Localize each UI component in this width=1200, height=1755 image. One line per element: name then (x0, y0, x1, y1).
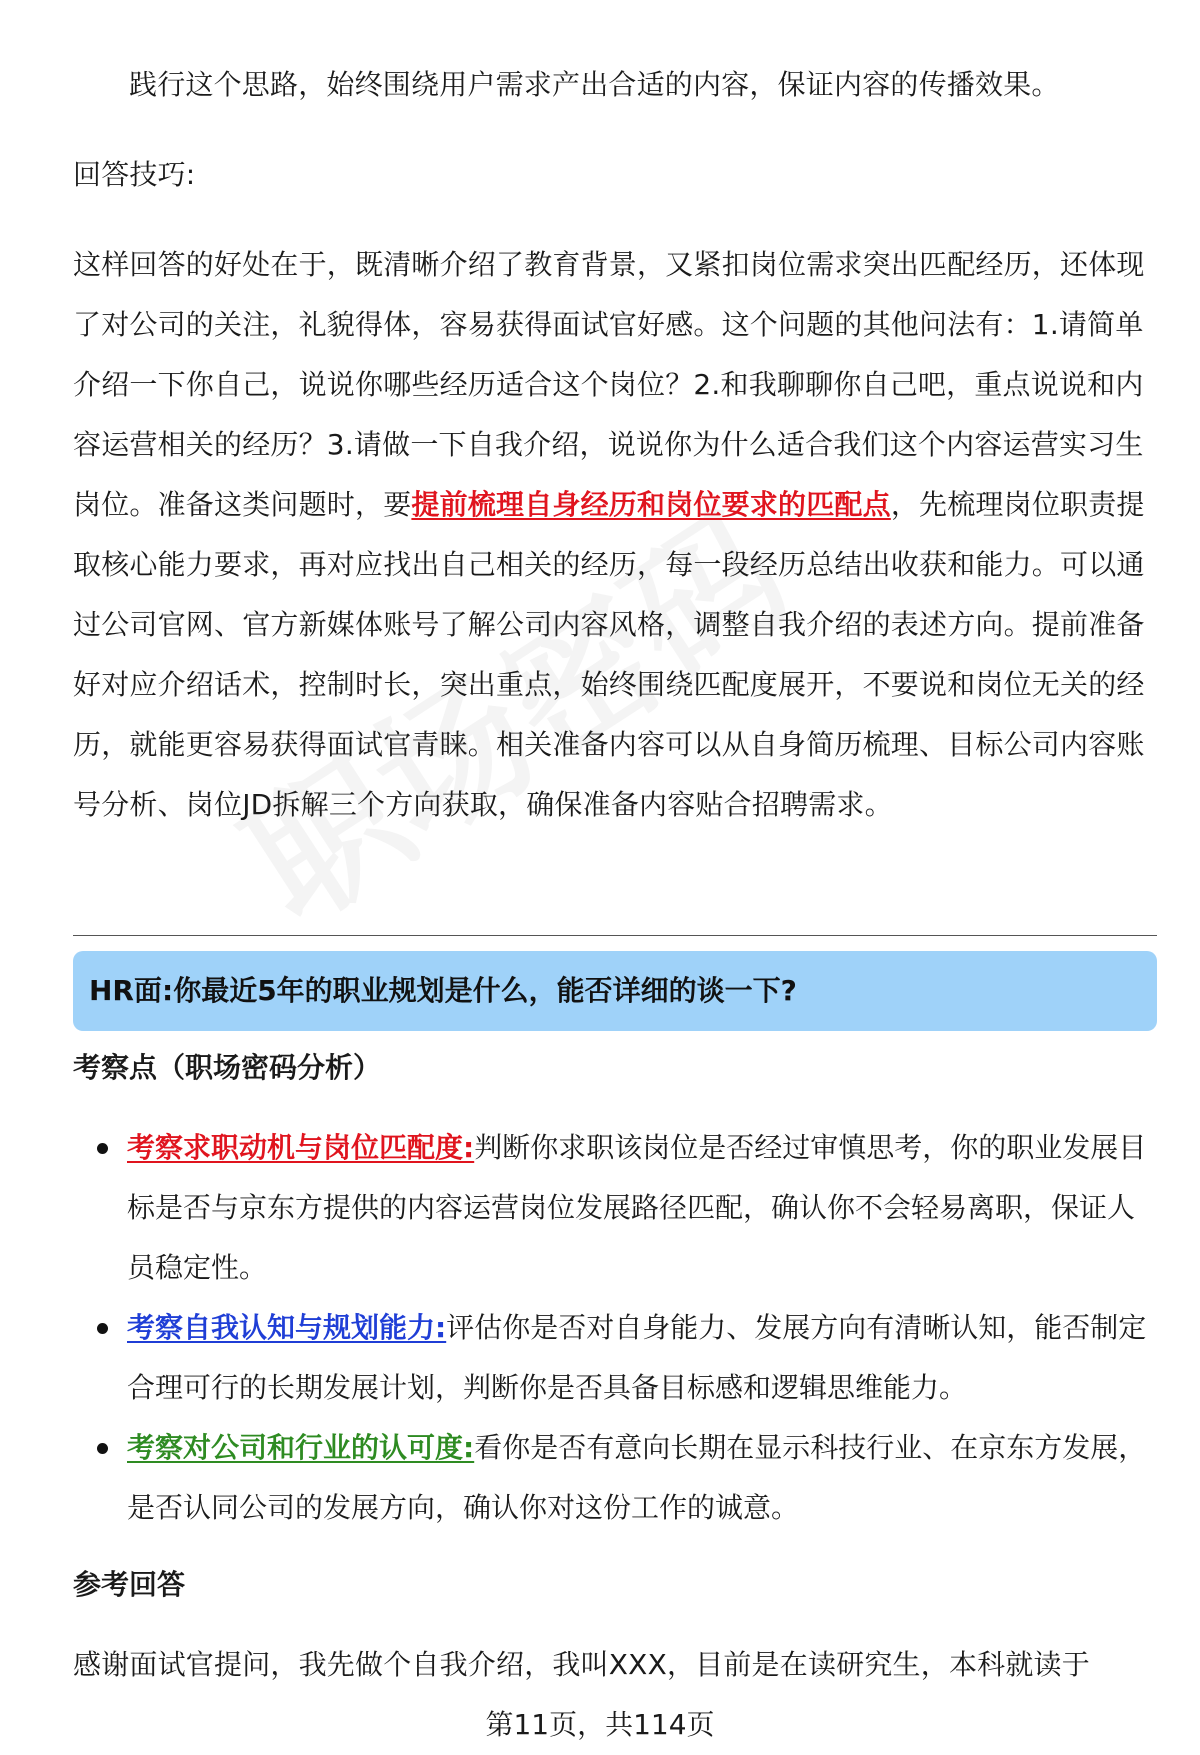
intro-line: 践行这个思路，始终围绕用户需求产出合适的内容，保证内容的传播效果。 (129, 68, 1060, 101)
check-point-label: 考察求职动机与岗位匹配度: (127, 1131, 475, 1164)
check-point-text: 评估你是否对自身能力、发展方向有清晰认知，能否制定合理可行的长期发展计划，判断你是否具备目标感和逻辑思维能力。 (127, 1311, 1147, 1404)
check-point-text: 判断你求职该岗位是否经过审慎思考，你的职业发展目标是否与京东方提供的内容运营岗位发展路径匹配，确认你不会轻易离职，保证人员稳定性。 (127, 1131, 1147, 1284)
check-point-text: 看你是否有意向长期在显示科技行业、在京东方发展，是否认同公司的发展方向，确认你对这份工作的诚意。 (127, 1431, 1147, 1524)
tips-paragraph (73, 235, 1153, 835)
check-heading: 考察点（职场密码分析） (73, 1051, 382, 1084)
reference-start: 感谢面试官提问，我先做个自我介绍，我叫XXX，目前是在读研究生，本科就读于 (73, 1648, 1090, 1681)
bullet-icon (97, 1323, 108, 1334)
check-point-label: 考察自我认知与规划能力: (127, 1311, 447, 1344)
bullet-icon (97, 1143, 108, 1154)
check-point-label: 考察对公司和行业的认可度: (127, 1431, 475, 1464)
list-item (73, 1298, 1157, 1418)
tips-text-before: 这样回答的好处在于，既清晰介绍了教育背景，又紧扣岗位需求突出匹配经历，还体现了对公司的关注，礼貌得体，容易获得面试官好感。这个问题的其他问法有：1.请简单介绍一下你自己，说说你哪些经历适合这个岗位？2.和我聊聊你自己吧，重点说说和内容运营相关的经历？3.请做一下自我介绍，说说你为什么适合我们这个内容运营实习生岗位。准备这类问题时，要 (73, 248, 1145, 521)
question-box: HR面:你最近5年的职业规划是什么，能否详细的谈一下? (73, 951, 1157, 1031)
reference-heading: 参考回答 (73, 1568, 186, 1601)
tips-heading: 回答技巧: (73, 158, 196, 191)
bullet-icon (97, 1443, 108, 1454)
section-divider (73, 935, 1157, 936)
list-item (73, 1118, 1157, 1298)
list-item (73, 1418, 1157, 1538)
check-points-list (73, 1118, 1157, 1538)
page-number: 第11页，共114页 (485, 1708, 715, 1741)
tips-text-after: ，先梳理岗位职责提取核心能力要求，再对应找出自己相关的经历，每一段经历总结出收获和能力。可以通过公司官网、官方新媒体账号了解公司内容风格，调整自我介绍的表述方向。提前准备好对应介绍话术，控制时长，突出重点，始终围绕匹配度展开，不要说和岗位无关的经历，就能更容易获得面试官青睐。相关准备内容可以从自身简历梳理、目标公司内容账号分析、岗位JD拆解三个方向获取，确保准备内容贴合招聘需求。 (73, 488, 1145, 821)
tips-highlight: 提前梳理自身经历和岗位要求的匹配点 (411, 488, 891, 521)
